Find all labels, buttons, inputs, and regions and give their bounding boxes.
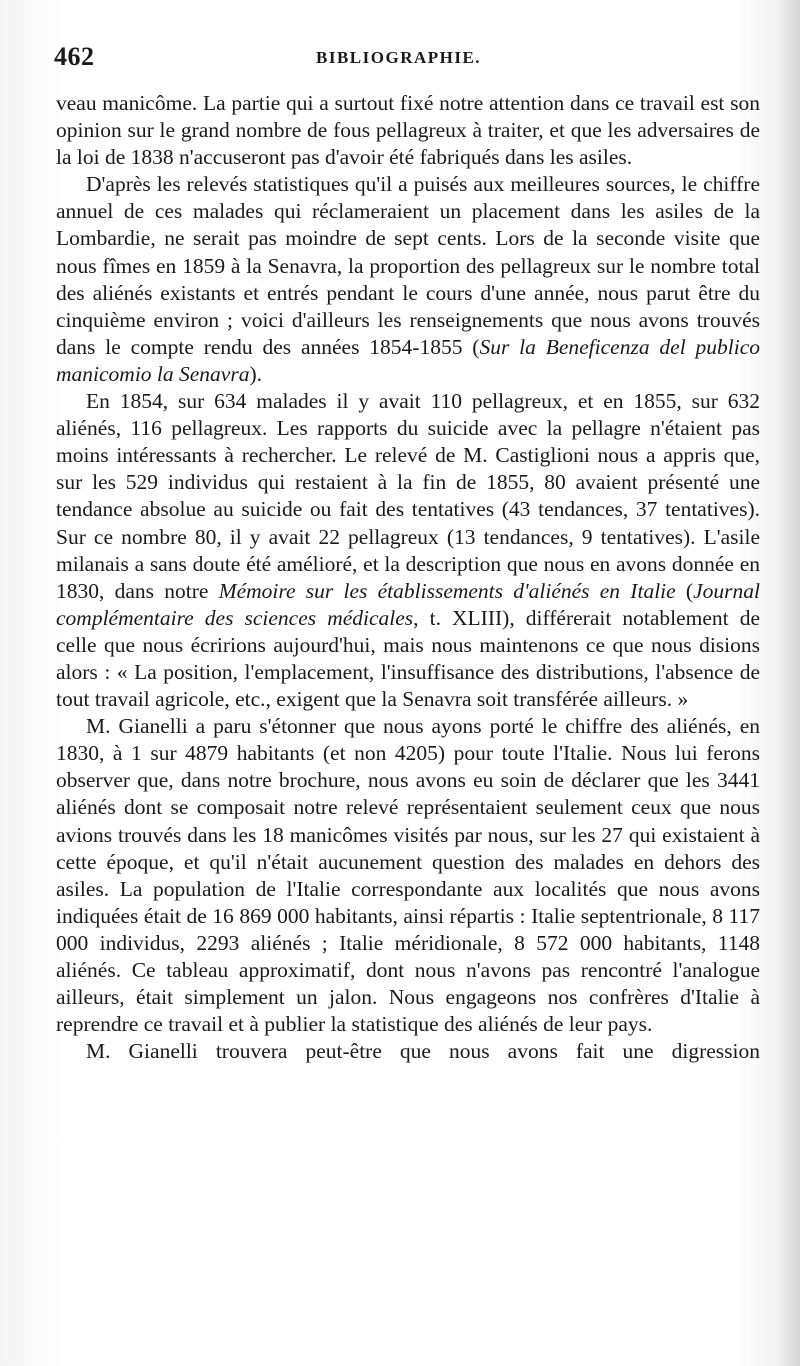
text-run: , t. XLIII), différerait notablement de celle que nous écririons aujourd'hui, mais nous maintenons ce que nous disions alors : « La position, l'emplacement, l'insuffisance des distributions, l'absence de tout travail agricole, etc., exigent que la Senavra soit transférée ailleurs. » [56, 605, 760, 712]
paragraph [56, 90, 760, 171]
paragraph [56, 1038, 760, 1065]
italic-title: Journal complémentaire des sciences médicales [56, 578, 760, 630]
page-edge-shadow [776, 0, 800, 1366]
paragraph [56, 171, 760, 388]
italic-title: Sur la Beneficenza del publico manicomio la Senavra [56, 334, 760, 386]
text-run: veau manicôme. La partie qui a surtout fixé notre attention dans ce travail est son opinion sur le grand nombre de fous pellagreux à traiter, et que les adversaires de la loi de 1838 n'accuseront pas d'avoir été fabriqués dans les asiles. [56, 91, 760, 170]
paragraph [56, 388, 760, 713]
running-head: BIBLIOGRAPHIE. [316, 48, 482, 67]
italic-title: Mémoire sur les établissements d'aliénés en Italie [218, 578, 676, 603]
paragraph [56, 713, 760, 1038]
page-number: 462 [54, 42, 95, 71]
text-run: En 1854, sur 634 malades il y avait 110 pellagreux, et en 1855, sur 632 aliénés, 116 pellagreux. Les rapports du suicide avec la pellagre n'étaient pas moins intéressants à rechercher. Le relevé de M. Castiglioni nous a appris que, sur les 529 individus qui restaient à la fin de 1855, 80 avaient présenté une tendance absolue au suicide ou fait des tentatives (43 tendances, 37 tentatives). Sur ce nombre 80, il y avait 22 pellagreux (13 tendances, 9 tentatives). L'asile milanais a sans doute été amélioré, et la description que nous en avons donnée en 1830, dans notre [56, 389, 760, 603]
text-run: M. Gianelli a paru s'étonner que nous ayons porté le chiffre des aliénés, en 1830, à 1 sur 4879 habitants (et non 4205) pour toute l'Italie. Nous lui ferons observer que, dans notre brochure, nous avons eu soin de déclarer que les 3441 aliénés dont se composait notre relevé représentaient seulement ceux que nous avions trouvés dans les 18 manicômes visités par nous, sur les 27 qui existaient à cette époque, et qu'il n'était aucunement question des malades en dehors des asiles. La population de l'Italie correspondante aux localités que nous avons indiquées était de 16 869 000 habitants, ainsi répartis : Italie septentrionale, 8 117 000 individus, 2293 aliénés ; Italie méridionale, 8 572 000 habitants, 1148 aliénés. Ce tableau approximatif, dont nous n'avons pas rencontré l'analogue ailleurs, était simplement un jalon. Nous engageons nos confrères d'Italie à reprendre ce travail et à publier la statistique des aliénés de leur pays. [56, 714, 760, 1037]
body-text [56, 90, 760, 1065]
text-run: ( [675, 578, 694, 603]
text-run: ). [249, 361, 263, 386]
page-header [54, 42, 754, 82]
text-run: M. Gianelli trouvera peut-être que nous avons fait une digression [86, 1039, 760, 1064]
text-run: D'après les relevés statistiques qu'il a puisés aux meilleures sources, le chiffre annuel de ces malades qui réclameraient un placement dans les asiles de la Lombardie, ne serait pas moindre de sept cents. Lors de la seconde visite que nous fîmes en 1859 à la Senavra, la proportion des pellagreux sur le nombre total des aliénés existants et entrés pendant le cours d'une année, nous parut être du cinquième environ ; voici d'ailleurs les renseignements que nous avons trouvés dans le compte rendu des années 1854-1855 ( [56, 172, 760, 359]
